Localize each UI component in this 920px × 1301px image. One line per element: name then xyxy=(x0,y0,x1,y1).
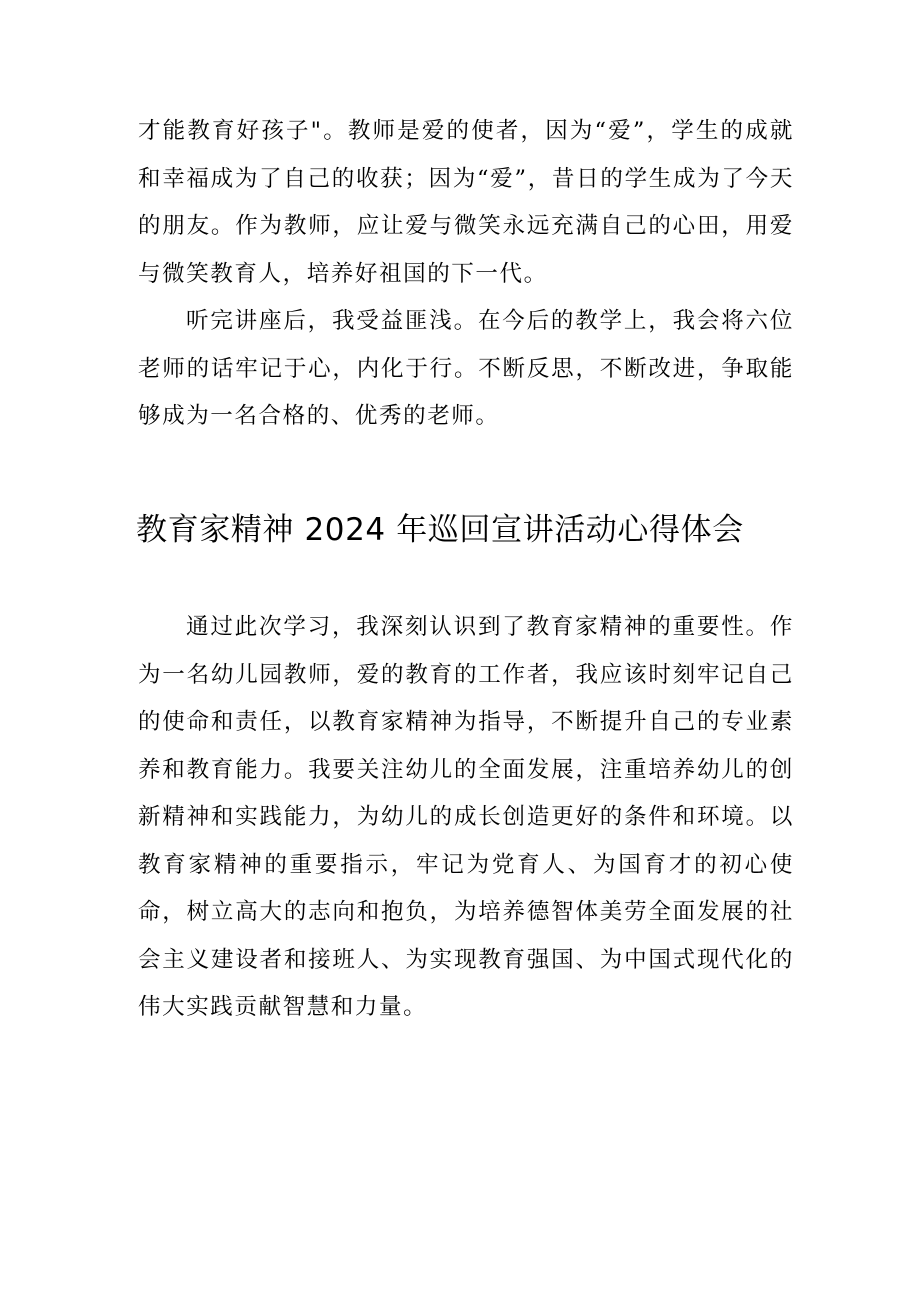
section-body-text xyxy=(138,604,794,1032)
section-paragraph: 通过此次学习，我深刻认识到了教育家精神的重要性。作为一名幼儿园教师，爱的教育的工作者，我应该时刻牢记自己的使命和责任，以教育家精神为指导，不断提升自己的专业素养和教育能力。我要关注幼儿的全面发展，注重培养幼儿的创新精神和实践能力，为幼儿的成长创造更好的条件和环境。以教育家精神的重要指示，牢记为党育人、为国育才的初心使命，树立高大的志向和抱负，为培养德智体美劳全面发展的社会主义建设者和接班人、为实现教育强国、为中国式现代化的伟大实践贡献智慧和力量。 xyxy=(138,614,794,1020)
section-heading: 教育家精神 2024 年巡回宣讲活动心得体会 xyxy=(136,512,744,548)
closing-paragraph: 听完讲座后，我受益匪浅。在今后的教学上，我会将六位老师的话牢记于心，内化于行。不断反思，不断改进，争取能够成为一名合格的、优秀的老师。 xyxy=(138,308,794,429)
carryover-paragraph: 才能教育好孩子"。教师是爱的使者，因为“爱”，学生的成就和幸福成为了自己的收获；因为“爱”，昔日的学生成为了今天的朋友。作为教师，应让爱与微笑永远充满自己的心田，用爱与微笑教育人，培养好祖国的下一代。 xyxy=(138,118,794,287)
previous-section-text xyxy=(138,108,794,441)
